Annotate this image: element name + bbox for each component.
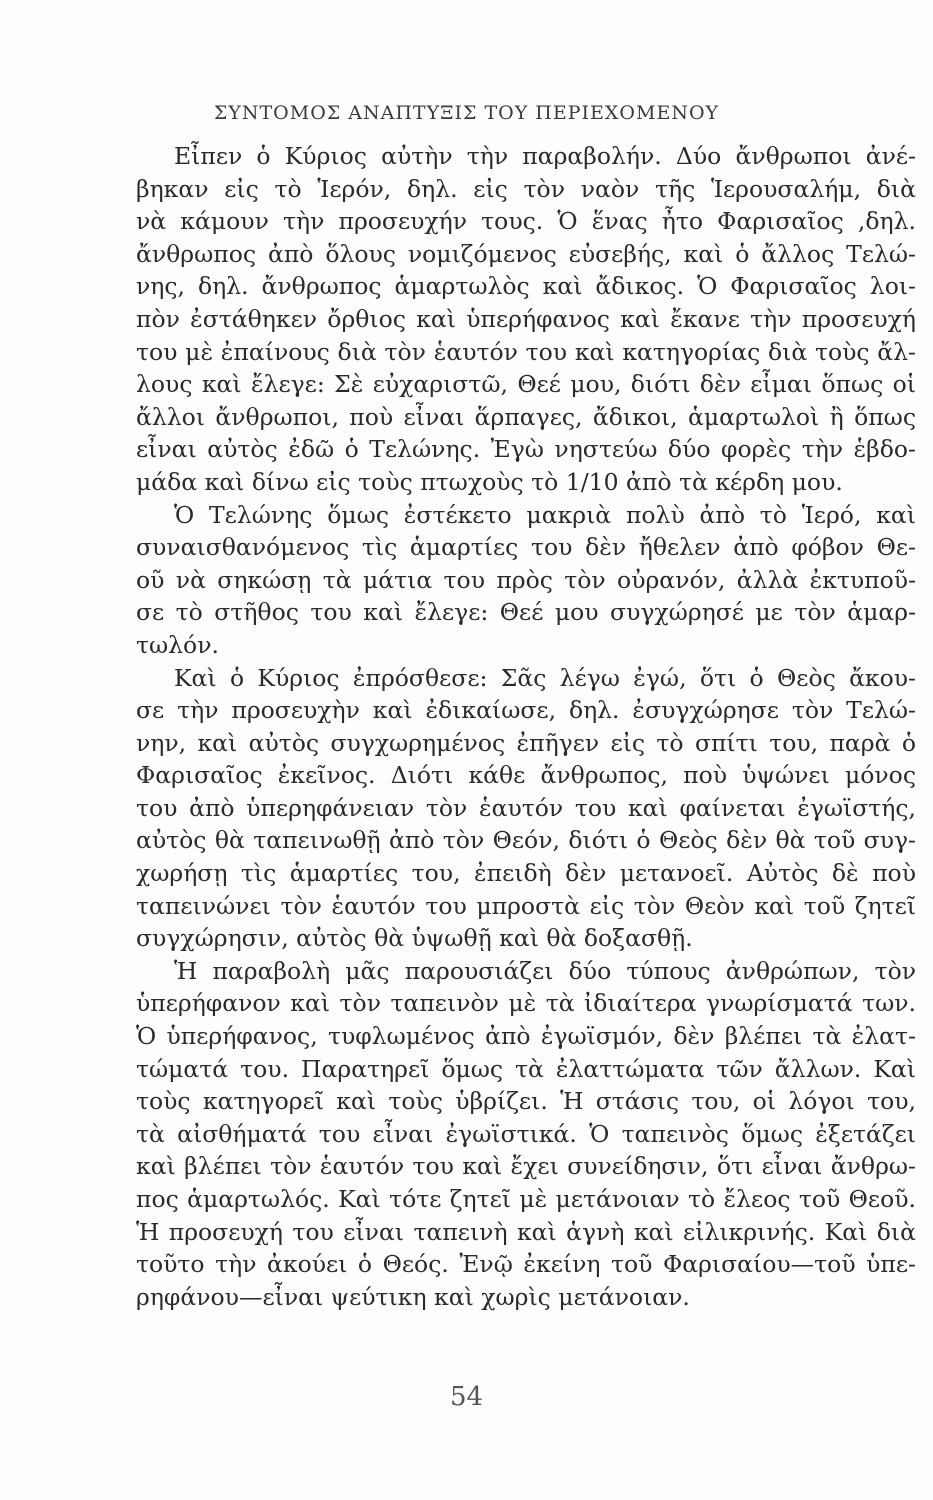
text-line: πος ἁμαρτωλός. Καὶ τότε ζητεῖ μὲ μετάνοιαν τὸ ἔλεος τοῦ Θεοῦ.: [136, 1185, 916, 1213]
text-line: ἄνθρωπος ἀπὸ ὅλους νομιζόμενος εὐσεβής, καὶ ὁ ἄλλος Τελώ-: [136, 239, 916, 268]
text-line: ἄλλοι ἄνθρωποι, ποὺ εἶναι ἅρπαγες, ἄδικοι, ἁμαρτωλοὶ ἢ ὅπως: [136, 402, 916, 431]
text-line: χωρήσῃ τὶς ἁμαρτίες του, ἐπειδὴ δὲν μετανοεῖ. Αὐτὸς δὲ ποὺ: [136, 859, 916, 888]
text-line: Ἡ παραβολὴ μᾶς παρουσιάζει δύο τύπους ἀνθρώπων, τὸν: [174, 956, 916, 985]
text-line: τώματά του. Παρατηρεῖ ὅμως τὰ ἐλαττώματα τῶν ἄλλων. Καὶ: [136, 1054, 916, 1083]
text-line: νην, καὶ αὐτὸς συγχωρημένος ἐπῆγεν εἰς τὸ σπίτι του, παρὰ ὁ: [136, 728, 916, 757]
running-head: ΣΥΝΤΟΜΟΣ ΑΝΑΠΤΥΞΙΣ ΤΟΥ ΠΕΡΙΕΧΟΜΕΝΟΥ: [213, 102, 720, 124]
text-line: οῦ νὰ σηκώσῃ τὰ μάτια του πρὸς τὸν οὐρανόν, ἀλλὰ ἐκτυποῦ-: [136, 565, 916, 594]
text-line: Φαρισαῖος ἐκεῖνος. Διότι κάθε ἄνθρωπος, ποὺ ὑψώνει μόνος: [136, 761, 916, 790]
text-line: τὰ αἰσθήματά του εἶναι ἐγωϊστικά. Ὁ ταπεινὸς ὅμως ἐξετάζει: [136, 1119, 916, 1148]
text-line: εἶναι αὐτὸς ἐδῶ ὁ Τελώνης. Ἐγὼ νηστεύω δύο φορὲς τὴν ἑβδο-: [136, 435, 916, 464]
text-line: σε τὴν προσευχὴν καὶ ἐδικαίωσε, δηλ. ἐσυγχώρησε τὸν Τελώ-: [136, 696, 916, 725]
text-line: συγχώρησιν, αὐτὸς θὰ ὑψωθῇ καὶ θὰ δοξασθῇ.: [136, 924, 693, 953]
text-line: Καὶ ὁ Κύριος ἐπρόσθεσε: Σᾶς λέγω ἐγώ, ὅτι ὁ Θεὸς ἄκου-: [174, 663, 916, 692]
text-line: τοῦτο τὴν ἀκούει ὁ Θεός. Ἐνῷ ἐκείνη τοῦ Φαρισαίου—τοῦ ὑπε-: [136, 1250, 916, 1279]
text-line: λους καὶ ἔλεγε: Σὲ εὐχαριστῶ, Θεέ μου, διότι δὲν εἶμαι ὅπως οἱ: [136, 370, 916, 399]
text-line: τοὺς κατηγορεῖ καὶ τοὺς ὑβρίζει. Ἡ στάσις του, οἱ λόγοι του,: [136, 1087, 916, 1116]
text-line: ταπεινώνει τὸν ἑαυτόν του μπροστὰ εἰς τὸν Θεὸν καὶ τοῦ ζητεῖ: [136, 891, 916, 920]
text-line: νης, δηλ. ἄνθρωπος ἁμαρτωλὸς καὶ ἄδικος. Ὁ Φαρισαῖος λοι-: [136, 272, 916, 301]
text-line: τωλόν.: [136, 630, 219, 659]
text-line: του μὲ ἐπαίνους διὰ τὸν ἑαυτόν του καὶ κατηγορίας διὰ τοὺς ἄλ-: [136, 337, 916, 366]
text-line: συναισθανόμενος τὶς ἁμαρτίες του δὲν ἤθελεν ἀπὸ φόβον Θε-: [136, 533, 916, 562]
text-line: νὰ κάμουν τὴν προσευχήν τους. Ὁ ἕνας ἦτο Φαρισαῖος ,δηλ.: [136, 207, 916, 236]
text-line: μάδα καὶ δίνω εἰς τοὺς πτωχοὺς τὸ 1/10 ἀπὸ τὰ κέρδη μου.: [136, 467, 843, 496]
text-line: σε τὸ στῆθος του καὶ ἔλεγε: Θεέ μου συγχώρησέ με τὸν ἁμαρ-: [136, 598, 916, 627]
text-line: Ἡ προσευχή του εἶναι ταπεινὴ καὶ ἁγνὴ καὶ εἰλικρινής. Καὶ διὰ: [136, 1217, 916, 1246]
page-number: 54: [449, 1382, 484, 1412]
text-line: Ὁ ὑπερήφανος, τυφλωμένος ἀπὸ ἐγωϊσμόν, δὲν βλέπει τὰ ἐλατ-: [136, 1022, 916, 1051]
text-line: Ὁ Τελώνης ὅμως ἐστέκετο μακριὰ πολὺ ἀπὸ τὸ Ἱερό, καὶ: [174, 500, 916, 529]
text-line: του ἀπὸ ὑπερηφάνειαν τὸν ἑαυτόν του καὶ φαίνεται ἐγωϊστής,: [136, 793, 916, 822]
text-line: αὐτὸς θὰ ταπεινωθῇ ἀπὸ τὸν Θεόν, διότι ὁ Θεὸς δὲν θὰ τοῦ συγ-: [136, 826, 916, 855]
text-line: ρηφάνου—εἶναι ψεύτικη καὶ χωρὶς μετάνοιαν.: [136, 1282, 690, 1311]
text-line: ὑπερήφανον καὶ τὸν ταπεινὸν μὲ τὰ ἰδιαίτερα γνωρίσματά των.: [136, 989, 916, 1018]
text-line: πὸν ἐστάθηκεν ὄρθιος καὶ ὑπερήφανος καὶ ἔκανε τὴν προσευχή: [136, 304, 916, 333]
text-line: καὶ βλέπει τὸν ἑαυτόν του καὶ ἔχει συνείδησιν, ὅτι εἶναι ἄνθρω-: [136, 1152, 916, 1181]
body-text: [136, 140, 916, 1313]
text-line: βηκαν εἰς τὸ Ἱερόν, δηλ. εἰς τὸν ναὸν τῆς Ἱερουσαλήμ, διὰ: [136, 174, 916, 203]
text-line: Εἶπεν ὁ Κύριος αὐτὴν τὴν παραβολήν. Δύο ἄνθρωποι ἀνέ-: [174, 142, 916, 170]
